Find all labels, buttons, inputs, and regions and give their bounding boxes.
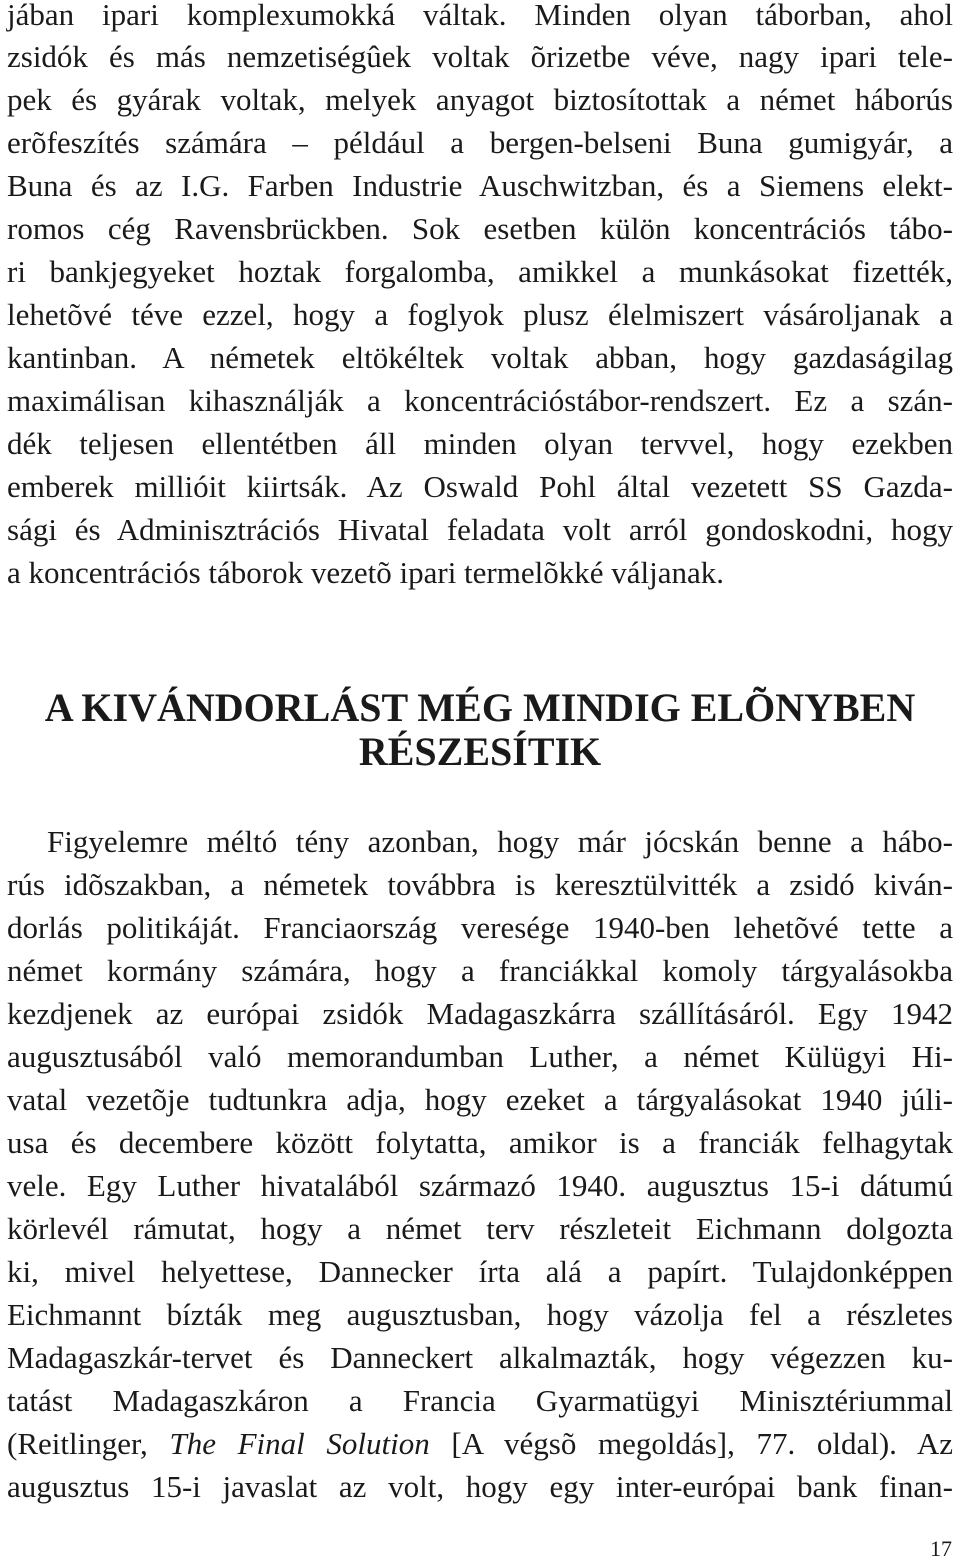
text-line: körlevél rámutat, hogy a német terv részleteit Eichmann dolgozta bbox=[7, 1211, 953, 1246]
citation-book-title: The Final Solution bbox=[169, 1426, 430, 1461]
text-line: augusztus 15-i javaslat az volt, hogy egy inter-európai bank finan- bbox=[7, 1469, 953, 1504]
section-heading-line-1: A KIVÁNDORLÁST MÉG MINDIG ELÕNYBEN bbox=[44, 685, 916, 730]
text-line: maximálisan kihasználják a koncentrációstábor-rendszert. Ez a szán- bbox=[7, 383, 953, 418]
citation-line bbox=[7, 1424, 953, 1464]
text-line: ki, mivel helyettese, Dannecker írta alá a papírt. Tulajdonképpen bbox=[7, 1254, 953, 1289]
text-line: rús idõszakban, a németek továbbra is keresztülvitték a zsidó kiván- bbox=[7, 867, 953, 902]
text-line: usa és decembere között folytatta, amikor is a franciák felhagytak bbox=[7, 1125, 953, 1160]
text-line: emberek millióit kiirtsák. Az Oswald Pohl által vezetett SS Gazda- bbox=[7, 469, 953, 504]
text-line: erõfeszítés számára – például a bergen-belseni Buna gumigyár, a bbox=[7, 125, 953, 160]
text-line: Buna és az I.G. Farben Industrie Auschwitzban, és a Siemens elekt- bbox=[7, 168, 953, 203]
text-line: Eichmannt bízták meg augusztusban, hogy vázolja fel a részletes bbox=[7, 1297, 953, 1332]
citation-after: [A végsõ megoldás], 77. oldal). Az bbox=[429, 1426, 954, 1461]
text-line: romos cég Ravensbrückben. Sok esetben külön koncentrációs tábo- bbox=[7, 211, 953, 246]
text-line: Madagaszkár-tervet és Danneckert alkalmazták, hogy végezzen ku- bbox=[7, 1340, 953, 1375]
citation-before: (Reitlinger, bbox=[7, 1426, 170, 1461]
text-line: zsidók és más nemzetiségûek voltak õrizetbe véve, nagy ipari tele- bbox=[7, 39, 953, 74]
text-line: jában ipari komplexumokká váltak. Minden olyan táborban, ahol bbox=[7, 0, 953, 32]
text-line: sági és Adminisztrációs Hivatal feladata volt arról gondoskodni, hogy bbox=[7, 512, 953, 547]
page-number: 17 bbox=[930, 1536, 952, 1561]
text-line: vele. Egy Luther hivatalából származó 1940. augusztus 15-i dátumú bbox=[7, 1168, 953, 1203]
text-line: kantinban. A németek eltökéltek voltak abban, hogy gazdaságilag bbox=[7, 340, 953, 375]
text-line: pek és gyárak voltak, melyek anyagot biztosítottak a német háborús bbox=[7, 82, 953, 117]
text-line: dék teljesen ellentétben áll minden olyan tervvel, hogy ezekben bbox=[7, 426, 953, 461]
text-line: augusztusából való memorandumban Luther, a német Külügyi Hi- bbox=[7, 1039, 953, 1074]
text-line: vatal vezetõje tudtunkra adja, hogy ezeket a tárgyalásokat 1940 júli- bbox=[7, 1082, 953, 1117]
text-line: német kormány számára, hogy a franciákkal komoly tárgyalásokba bbox=[7, 953, 953, 988]
text-line: Figyelemre méltó tény azonban, hogy már jócskán benne a hábo- bbox=[47, 824, 953, 859]
text-line: ri bankjegyeket hoztak forgalomba, amikkel a munkásokat fizették, bbox=[7, 254, 953, 289]
text-line: a koncentrációs táborok vezetõ ipari termelõkké váljanak. bbox=[7, 555, 724, 590]
text-line: dorlás politikáját. Franciaország veresége 1940-ben lehetõvé tette a bbox=[7, 910, 953, 945]
text-line: tatást Madagaszkáron a Francia Gyarmatügyi Minisztériummal bbox=[7, 1383, 953, 1418]
text-line: lehetõvé téve ezzel, hogy a foglyok plusz élelmiszert vásároljanak a bbox=[7, 297, 953, 332]
section-heading-line-2: RÉSZESÍTIK bbox=[358, 729, 602, 774]
text-line: kezdjenek az európai zsidók Madagaszkárra szállításáról. Egy 1942 bbox=[7, 996, 953, 1031]
